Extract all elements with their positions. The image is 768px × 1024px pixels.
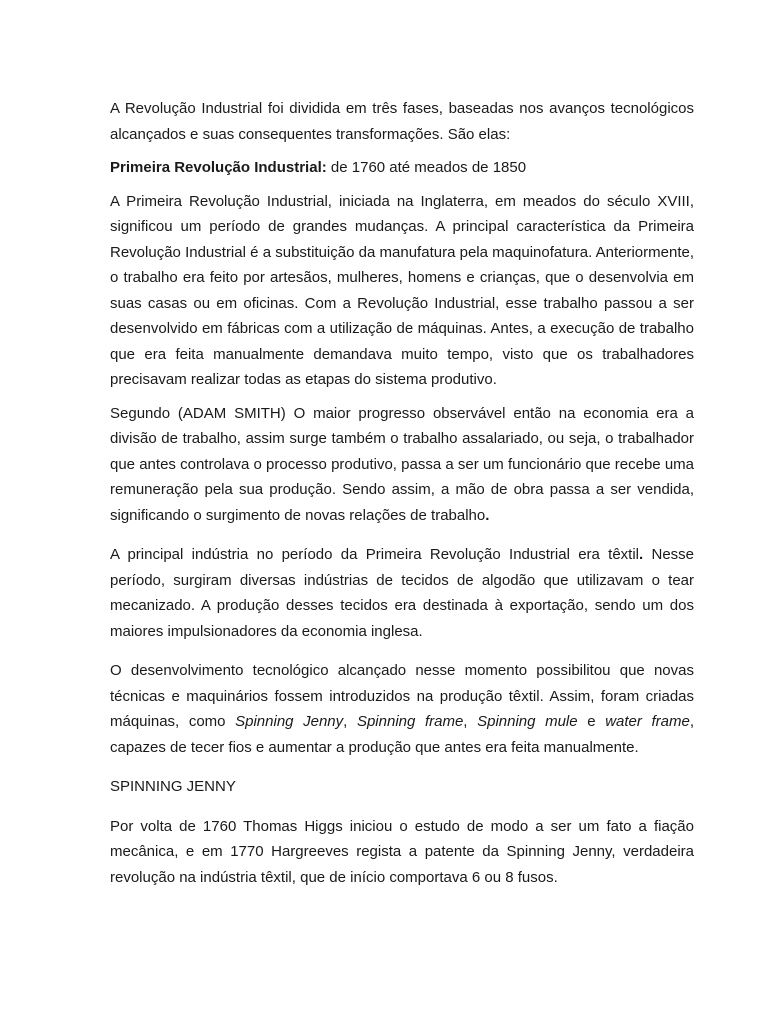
machine-spinning-mule: Spinning mule	[477, 713, 578, 730]
machines-sep-1: ,	[343, 713, 357, 730]
paragraph-machines	[110, 658, 694, 760]
machine-spinning-frame: Spinning frame	[356, 713, 464, 730]
machines-after: , capazes de tecer fios e aumentar a produção que antes era feita manualmente.	[110, 713, 694, 756]
document-page	[110, 96, 694, 890]
adam-smith-end: .	[485, 506, 490, 524]
section-heading-spinning-jenny: SPINNING JENNY	[110, 778, 236, 795]
paragraph-textile-industry	[110, 542, 694, 644]
textile-text: A principal indústria no período da Primeira Revolução Industrial era têxtil	[110, 546, 640, 563]
first-phase-title: Primeira Revolução Industrial:	[110, 159, 327, 176]
textile-mid: .	[639, 546, 644, 563]
machine-water-frame: water frame	[605, 713, 690, 730]
first-phase-period: de 1760 até meados de 1850	[326, 159, 527, 176]
machine-spinning-jenny: Spinning Jenny	[235, 713, 344, 730]
machines-before: O desenvolvimento tecnológico alcançado nesse momento possibilitou que novas técnicas e maquinários fossem introduzidos na produção têxtil. Assim, foram criadas máquinas, como	[110, 662, 694, 730]
paragraph-adam-smith	[110, 401, 694, 529]
machines-sep-3: e	[577, 713, 606, 730]
machines-sep-2: ,	[463, 713, 478, 730]
paragraph-spinning-jenny: Por volta de 1760 Thomas Higgs iniciou o estudo de modo a ser um fato a fiação mecânica, e em 1770 Hargreeves regista a patente da Spinning Jenny, verdadeira revolução na indústria têxtil, que de início comportava 6 ou 8 fusos.	[110, 817, 694, 886]
paragraph-first-revolution: A Primeira Revolução Industrial, iniciada na Inglaterra, em meados do século XVIII, significou um período de grandes mudanças. A principal característica da Primeira Revolução Industrial é a substituição da manufatura pela maquinofatura. Anteriormente, o trabalho era feito por artesãos, mulheres, homens e crianças, que o desenvolvia em suas casas ou em oficinas. Com a Revolução Industrial, esse trabalho passou a ser desenvolvido em fábricas com a utilização de máquinas. Antes, a execução de trabalho que era feita manualmente demandava muito tempo, visto que os trabalhadores precisavam realizar todas as etapas do sistema produtivo.	[110, 192, 694, 388]
adam-smith-text: Segundo (ADAM SMITH) O maior progresso observável então na economia era a divisão de trabalho, assim surge também o trabalho assalariado, ou seja, o trabalhador que antes controlava o processo produtivo, passa a ser um funcionário que recebe uma remuneração pela sua produção. Sendo assim, a mão de obra passa a ser vendida, significando o surgimento de novas relações de trabalho	[110, 404, 694, 524]
textile-rest: Nesse período, surgiram diversas indústrias de tecidos de algodão que utilizavam o tear mecanizado. A produção desses tecidos era destinada à exportação, sendo um dos maiores impulsionadores da economia inglesa.	[110, 546, 694, 640]
first-phase-line	[110, 155, 694, 181]
intro-paragraph: A Revolução Industrial foi dividida em três fases, baseadas nos avanços tecnológicos alcançados e suas consequentes transformações. São elas:	[110, 100, 694, 143]
